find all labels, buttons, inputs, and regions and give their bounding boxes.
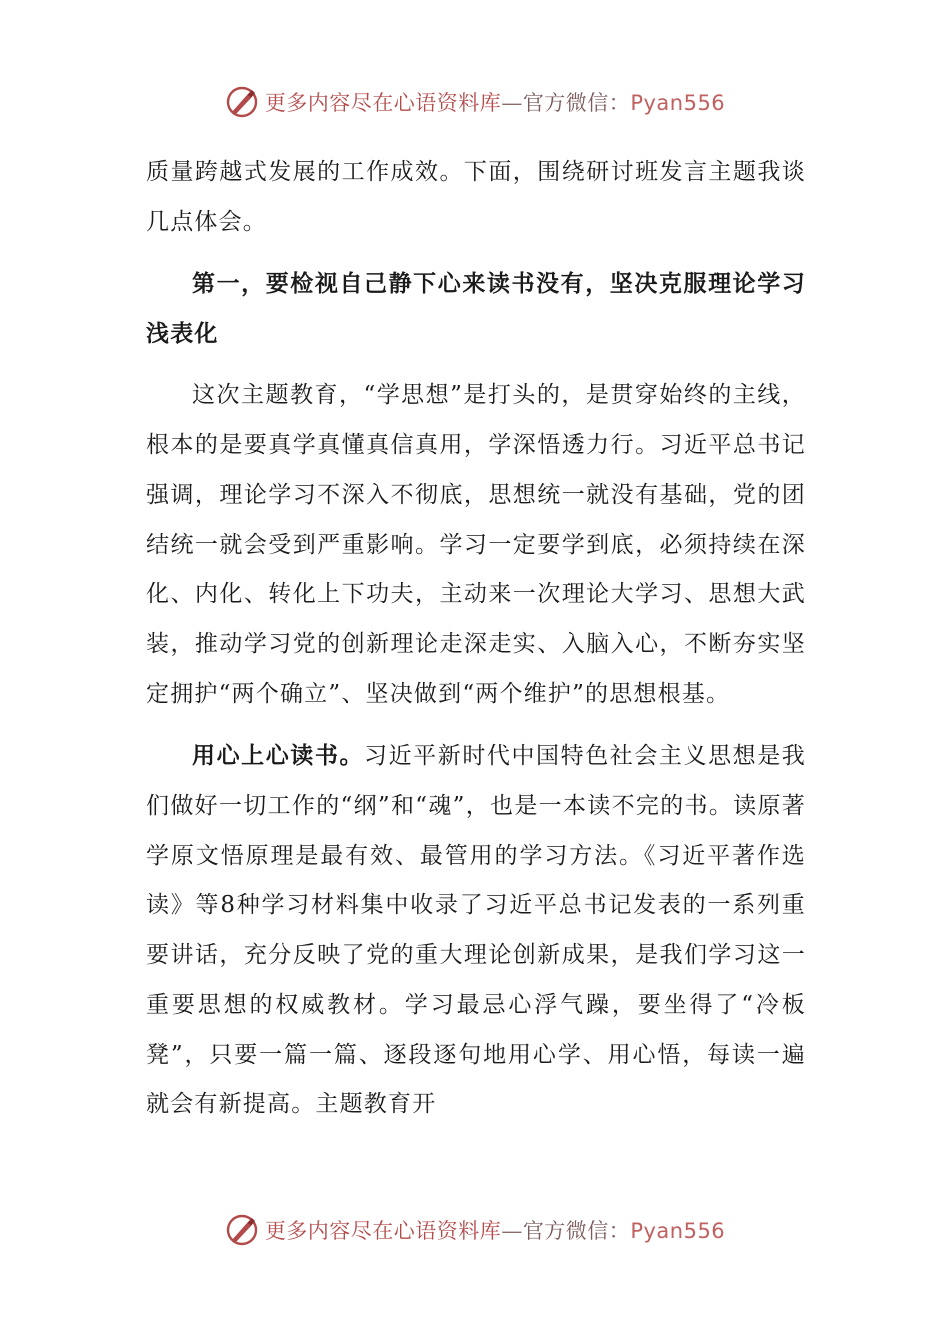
pen-logo-icon <box>225 1213 259 1247</box>
banner-handle: Pyan556 <box>630 1219 726 1243</box>
paragraph-3-text: 习近平新时代中国特色社会主义思想是我们做好一切工作的“纲”和“魂”，也是一本读不完的书。读原著学原文悟原理是最有效、最管用的学习方法。《习近平著作选读》等8种学习材料集中收录了习近平总书记发表的一系列重要讲话，充分反映了党的重大理论创新成果，是我们学习这一重要思想的权威教材。学习最忌心浮气躁，要坐得了“冷板凳”，只要一篇一篇、逐段逐句地用心学、用心悟，每读一遍就会有新提高。主题教育开 <box>146 743 806 1118</box>
section-heading-1: 第一，要检视自己静下心来读书没有，坚决克服理论学习浅表化 <box>146 270 806 348</box>
banner-wechat-label: 官方微信： <box>522 91 631 115</box>
banner-main: 更多内容尽在心语资料库 <box>264 91 502 115</box>
banner-text <box>265 1215 725 1245</box>
document-body <box>146 148 806 1130</box>
paragraph-3 <box>146 731 806 1130</box>
banner-handle: Pyan556 <box>630 91 726 115</box>
paragraph-3-lead: 用心上心读书。 <box>192 742 365 770</box>
paragraph-1: 质量跨越式发展的工作成效。下面，围绕研讨班发言主题我谈几点体会。 <box>146 159 806 235</box>
banner-text <box>265 87 725 117</box>
paragraph-2: 这次主题教育，“学思想”是打头的，是贯穿始终的主线，根本的是要真学真懂真信真用，学深悟透力行。习近平总书记强调，理论学习不深入不彻底，思想统一就没有基础，党的团结统一就会受到严重影响。学习一定要学到底，必须持续在深化、内化、转化上下功夫，主动来一次理论大学习、思想大武装，推动学习党的创新理论走深走实、入脑入心，不断夯实坚定拥护“两个确立”、坚决做到“两个维护”的思想根基。 <box>146 382 806 707</box>
banner-wechat-label: 官方微信： <box>522 1219 631 1243</box>
pen-logo-icon <box>225 85 259 119</box>
banner-main: 更多内容尽在心语资料库 <box>264 1219 502 1243</box>
banner-dash: — <box>501 1219 523 1243</box>
banner-dash: — <box>501 91 523 115</box>
header-watermark-banner <box>0 82 950 122</box>
footer-watermark-banner <box>0 1210 950 1250</box>
